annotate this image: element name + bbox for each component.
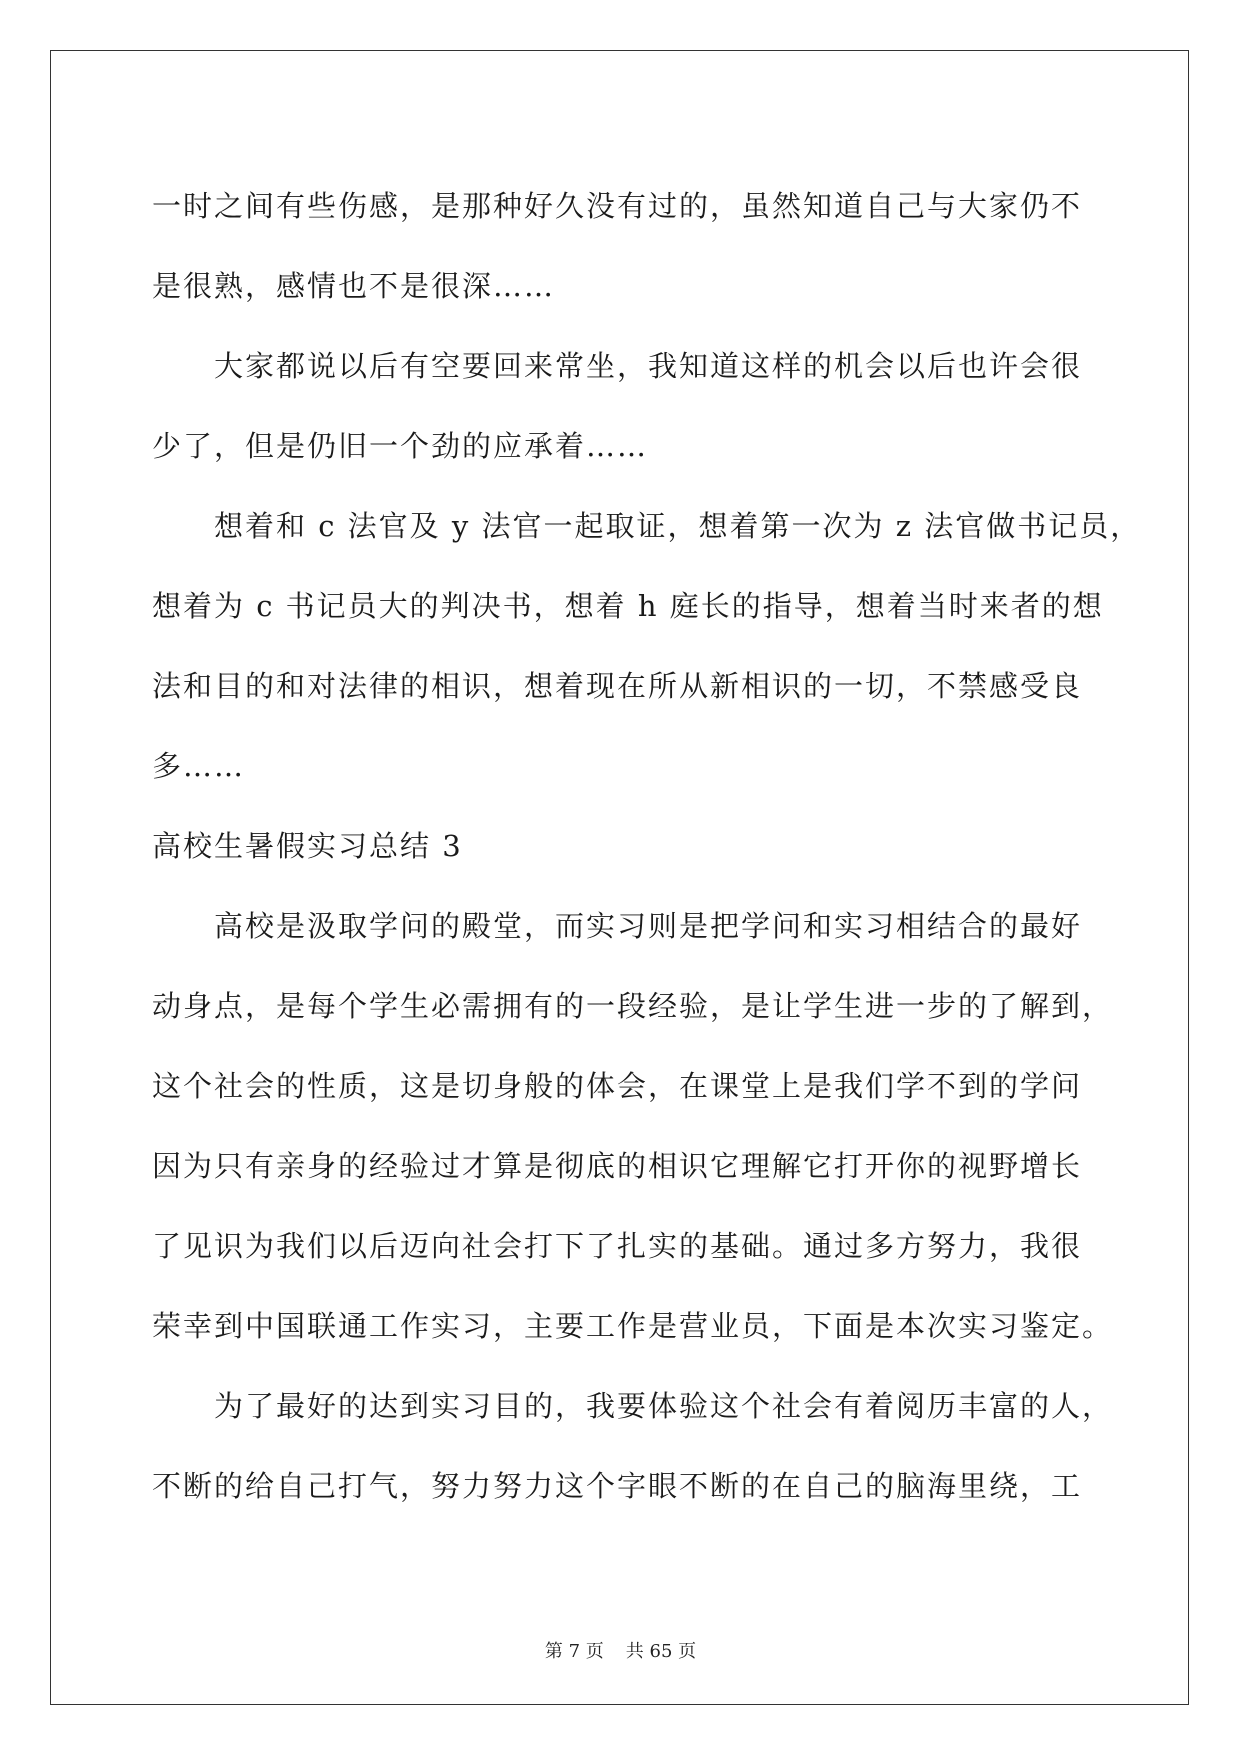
text-line: 法和目的和对法律的相识，想着现在所从新相识的一切，不禁感受良 <box>152 669 1083 703</box>
text-line: 大家都说以后有空要回来常坐，我知道这样的机会以后也许会很 <box>214 349 1083 383</box>
text-line: 想着为 c 书记员大的判决书，想着 h 庭长的指导，想着当时来者的想 <box>152 589 1104 623</box>
text-line: 因为只有亲身的经验过才算是彻底的相识它理解它打开你的视野增长 <box>152 1149 1083 1183</box>
text-line: 是很熟，感情也不是很深…… <box>152 269 556 303</box>
text-line: 高校是汲取学问的殿堂，而实习则是把学问和实习相结合的最好 <box>214 909 1083 943</box>
text-line: 多…… <box>152 749 246 783</box>
text-line: 少了，但是仍旧一个劲的应承着…… <box>152 429 649 463</box>
text-line: 一时之间有些伤感，是那种好久没有过的，虽然知道自己与大家仍不 <box>152 189 1083 223</box>
document-body <box>152 166 1142 1526</box>
text-line: 这个社会的性质，这是切身般的体会，在课堂上是我们学不到的学问 <box>152 1069 1083 1103</box>
text-line: 动身点，是每个学生必需拥有的一段经验，是让学生进一步的了解到， <box>152 989 1114 1023</box>
text-line: 了见识为我们以后迈向社会打下了扎实的基础。通过多方努力，我很 <box>152 1229 1083 1263</box>
text-line: 为了最好的达到实习目的，我要体验这个社会有着阅历丰富的人， <box>214 1389 1114 1423</box>
page-footer <box>0 1637 1241 1663</box>
page-total: 共 65 页 <box>625 1641 697 1662</box>
text-line: 荣幸到中国联通工作实习，主要工作是营业员，下面是本次实习鉴定。 <box>152 1309 1114 1343</box>
section-heading: 高校生暑假实习总结 3 <box>152 829 463 863</box>
page-number: 第 7 页 <box>544 1641 604 1662</box>
text-line: 不断的给自己打气，努力努力这个字眼不断的在自己的脑海里绕，工 <box>152 1469 1083 1503</box>
text-line: 想着和 c 法官及 y 法官一起取证，想着第一次为 z 法官做书记员， <box>214 509 1142 543</box>
